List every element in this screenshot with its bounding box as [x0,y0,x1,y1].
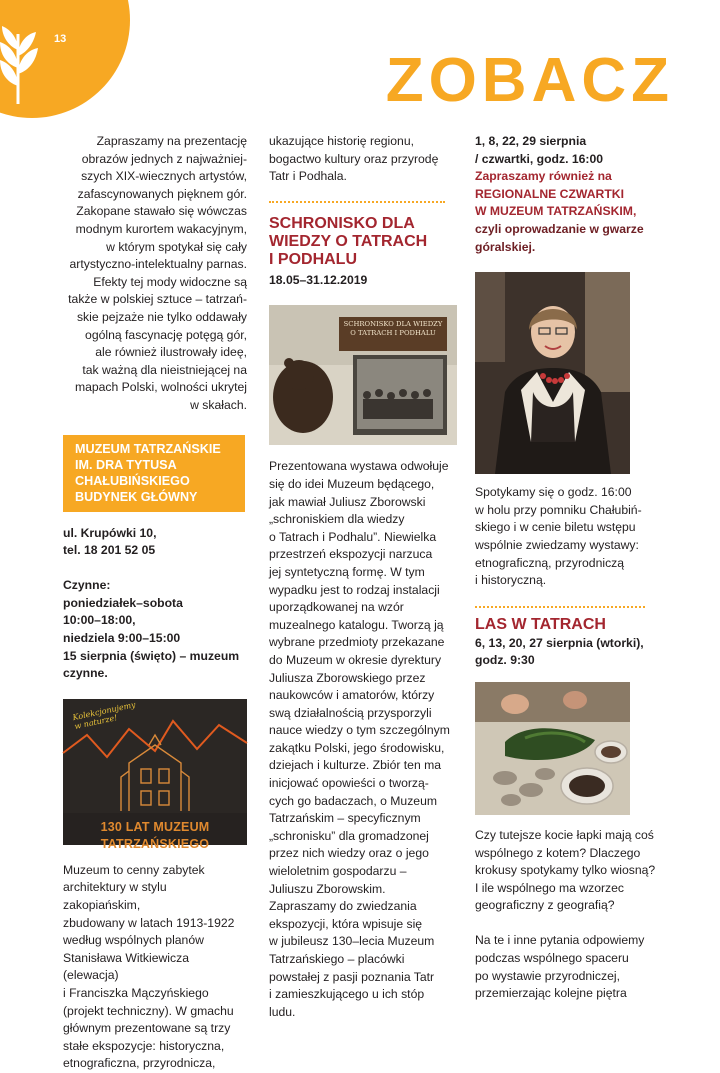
section-divider [269,201,445,203]
hours-line: 15 sierpnia (święto) – muzeum [63,648,240,663]
title-line: WIEDZY O TATRACH [269,232,428,250]
outro-text [63,862,247,1073]
address-line: ul. Krupówki 10, [63,525,157,540]
text-line: (projekt techniczny). W gmachu [63,1003,234,1018]
poster-script: Kolekcjonujemy w naturze! [71,699,137,731]
text-line: Tatrzańskim – specyficznym [269,811,421,826]
column-1 [63,133,247,1073]
invite-line: czyli oprowadzanie w gwarze [475,221,644,236]
venue-line: IM. DRA TYTUSA [75,457,177,472]
text-line: I ile wspólnego ma wzorzec [475,880,625,895]
guide-illustration [475,272,630,474]
text-line: Juliuszu Zborowskim. [269,881,386,896]
text-line: obrazów jednych z najważniej- [81,151,247,166]
wheat-icon [0,20,52,104]
text-line: zbudowany w latach 1913-1922 [63,915,235,930]
text-line: zafascynowanych pięknem gór. [77,186,247,201]
text-line: uporządkowanej na wzór [269,600,404,615]
text-line: architektury w stylu zakopiańskim, [63,880,167,913]
text-line: po wystawie przyrodniczej, [475,968,620,983]
text-line: wieloletnim gospodarzu – [269,864,407,879]
text-line: tak ważną dla nieistniejącej na [82,362,247,377]
text-line: i Franciszka Mączyńskiego [63,986,209,1000]
text-line: Muzeum to cenny zabytek [63,862,205,877]
text-line: Tatrzańskiego – placówki [269,952,405,966]
exhibition-sign [341,320,445,338]
text-line: wspólnie zwiedzamy wystawy: [475,537,639,552]
text-line: dziejach i kulturze. Zbiór ten ma [269,758,442,773]
invite-line: REGIONALNE CZWARTKI [475,186,624,201]
text-line: podczas wspólnego spaceru [475,951,629,966]
invitation-detail [475,221,675,256]
text-line: Juliusza Zborowskiego przez [269,670,426,685]
sign-line: O TATRACH I PODHALU [350,329,436,338]
text-line: ekspozycji, która wpisuje się [269,916,423,931]
opening-hours [63,577,247,683]
text-line: artystyczno-intelektualny parnas. [69,257,247,272]
address-line: tel. 18 201 52 05 [63,543,156,558]
text-line: geograficzny z geografią? [475,898,615,913]
invitation-highlight [475,168,675,221]
text-line: w jubileusz 130–lecia Muzeum [269,934,435,949]
closing-text [475,932,675,1002]
invite-line: Zapraszamy również na [475,169,612,184]
section-dates: 18.05–31.12.2019 [269,272,368,287]
text-line: naukowców i amatorów, którzy [269,688,435,703]
text-line: wspólnego z kotem? Dlaczego [475,845,641,860]
text-line: inicjować opowieści o tworzą- [269,776,429,791]
hours-line: czynne. [63,666,108,681]
text-line: przemierzając kolejne piętra [475,986,627,1001]
intro-text [63,133,247,415]
title-line: I PODHALU [269,250,357,268]
workshop-illustration [475,682,630,815]
poster-banner: 130 LAT MUZEUM TATRZAŃSKIEGO [100,819,210,852]
text-line: wybrane przedmioty przekazane [269,635,445,650]
text-line: i zamieszkującego u ich stóp [269,987,425,1002]
date-line: 6, 13, 20, 27 sierpnia (wtorki), [475,635,644,650]
text-line: Efekty tej mody widoczne są [93,274,247,289]
text-line: cych go badaczach, o Muzeum [269,793,438,808]
invite-line: W MUZEUM TATRZAŃSKIM, [475,204,637,219]
page-title: ZOBACZ [385,46,674,115]
text-line: krokusy spotykamy tylko wiosną? [475,863,656,878]
text-line: swą działalnością przysporzyli [269,705,432,720]
text-line: ludu. [269,1004,296,1019]
text-line: Tatr i Podhala. [269,169,347,184]
text-line: stałe ekspozycje: historyczna, [63,1038,225,1053]
text-line: muzealnego katalogu. Tworzą ją [269,617,444,632]
text-line: skiego i w cenie biletu wstępu [475,520,636,535]
column-2 [269,133,457,1021]
title-line: SCHRONISKO DLA [269,214,415,232]
hours-line: Czynne: [63,578,111,593]
text-line: także w polskiej sztuce – tatrzań- [68,292,247,307]
hours-line: poniedziałek–sobota [63,595,183,610]
date-line: godz. 9:30 [475,653,535,668]
invite-line: góralskiej. [475,239,536,254]
text-line: ogólną fascynację potęgą gór, [85,327,247,342]
text-line: przestrzeń ekspozycji narzuca [269,547,433,562]
event-dates [475,133,675,168]
text-line: się do idei Muzeum będącego, [269,476,435,491]
corner-decoration [0,0,130,120]
sign-line: SCHRONISKO DLA WIEDZY [343,320,443,329]
text-line: szych XIX-wiecznych artystów, [81,169,247,184]
text-line: „schroniskiem dla wiedzy [269,512,405,527]
text-line: etnograficzną, przyrodniczą [475,555,625,570]
text-line: głównym prezentowane są trzy [63,1021,231,1036]
address [63,525,247,560]
venue-line: CHAŁUBIŃSKIEGO [75,473,190,488]
body-text [269,458,457,1021]
text-line: Zapraszamy do zwiedzania [269,899,417,914]
anniversary-poster [63,699,247,852]
section-title: LAS W TATRACH [475,615,606,633]
text-line: do Muzeum w okresie dyrektury [269,652,442,667]
text-line: Zakopane stawało się wówczas [76,204,247,219]
text-line: w skałach. [190,397,247,412]
hours-line: niedziela 9:00–15:00 [63,631,181,646]
text-line: o Tatrach i Podhalu”. Niewielka [269,529,437,544]
date-line: 1, 8, 22, 29 sierpnia [475,134,587,148]
intro-text [269,133,457,186]
section-divider [475,606,645,608]
guide-photo [475,272,630,474]
venue-box [63,435,245,512]
text-line: i historyczną. [475,573,547,588]
text-line: w holu przy pomniku Chałubiń- [475,502,642,517]
text-line: ale również ilustrowały ideę, [95,345,247,360]
date-line: / czwartki, godz. 16:00 [475,151,604,166]
text-line: skie pejzaże nie tylko oddawały [76,309,247,324]
venue-line: BUDYNEK GŁÓWNY [75,489,198,504]
text-line: mapach Polski, wolności ukrytej [74,380,247,395]
exhibition-photo [269,305,457,445]
text-line: powstałej z pasji poznania Tatr [269,969,435,984]
text-line: Czy tutejsze kocie łapki mają coś [475,827,654,842]
text-line: zakątku Polski, jego środowisku, [269,740,445,755]
meeting-text [475,484,675,590]
text-line: Zapraszamy na prezentację [96,134,247,148]
text-line: w którym spotykał się cały [106,239,247,254]
workshop-photo [475,682,630,815]
hours-line: 10:00–18:00, [63,613,136,628]
questions-text [475,827,675,915]
text-line: bogactwo kultury oraz przyrodę [269,151,439,166]
text-line: według wspólnych planów [63,933,204,948]
text-line: jej syntetyczną formę. W tym [269,564,425,579]
text-line: wypadku jest to rodzaj instalacji [269,582,440,597]
text-line: jak mawiał Juliusz Zborowski [269,494,426,509]
text-line: nauce wiedzy o tym szczególnym [269,723,450,738]
text-line: ukazujące historię regionu, [269,134,414,148]
section-dates [475,635,675,670]
text-line: Stanisława Witkiewicza (elewacja) [63,950,189,983]
text-line: Prezentowana wystawa odwołuje [269,459,449,474]
text-line: etnograficzna, przyrodnicza, [63,1056,216,1071]
column-3 [475,133,675,1003]
text-line: przez nich wiedzy oraz o jego [269,846,429,861]
venue-line: MUZEUM TATRZAŃSKIE [75,441,221,456]
section-title [269,215,457,269]
text-line: Spotykamy się o godz. 16:00 [475,485,632,500]
text-line: „schronisku” dla gromadzonej [269,828,429,843]
text-line: Na te i inne pytania odpowiemy [475,933,645,948]
page-number: 13 [54,33,67,45]
text-line: modnym kurortem wakacyjnym, [75,221,247,236]
